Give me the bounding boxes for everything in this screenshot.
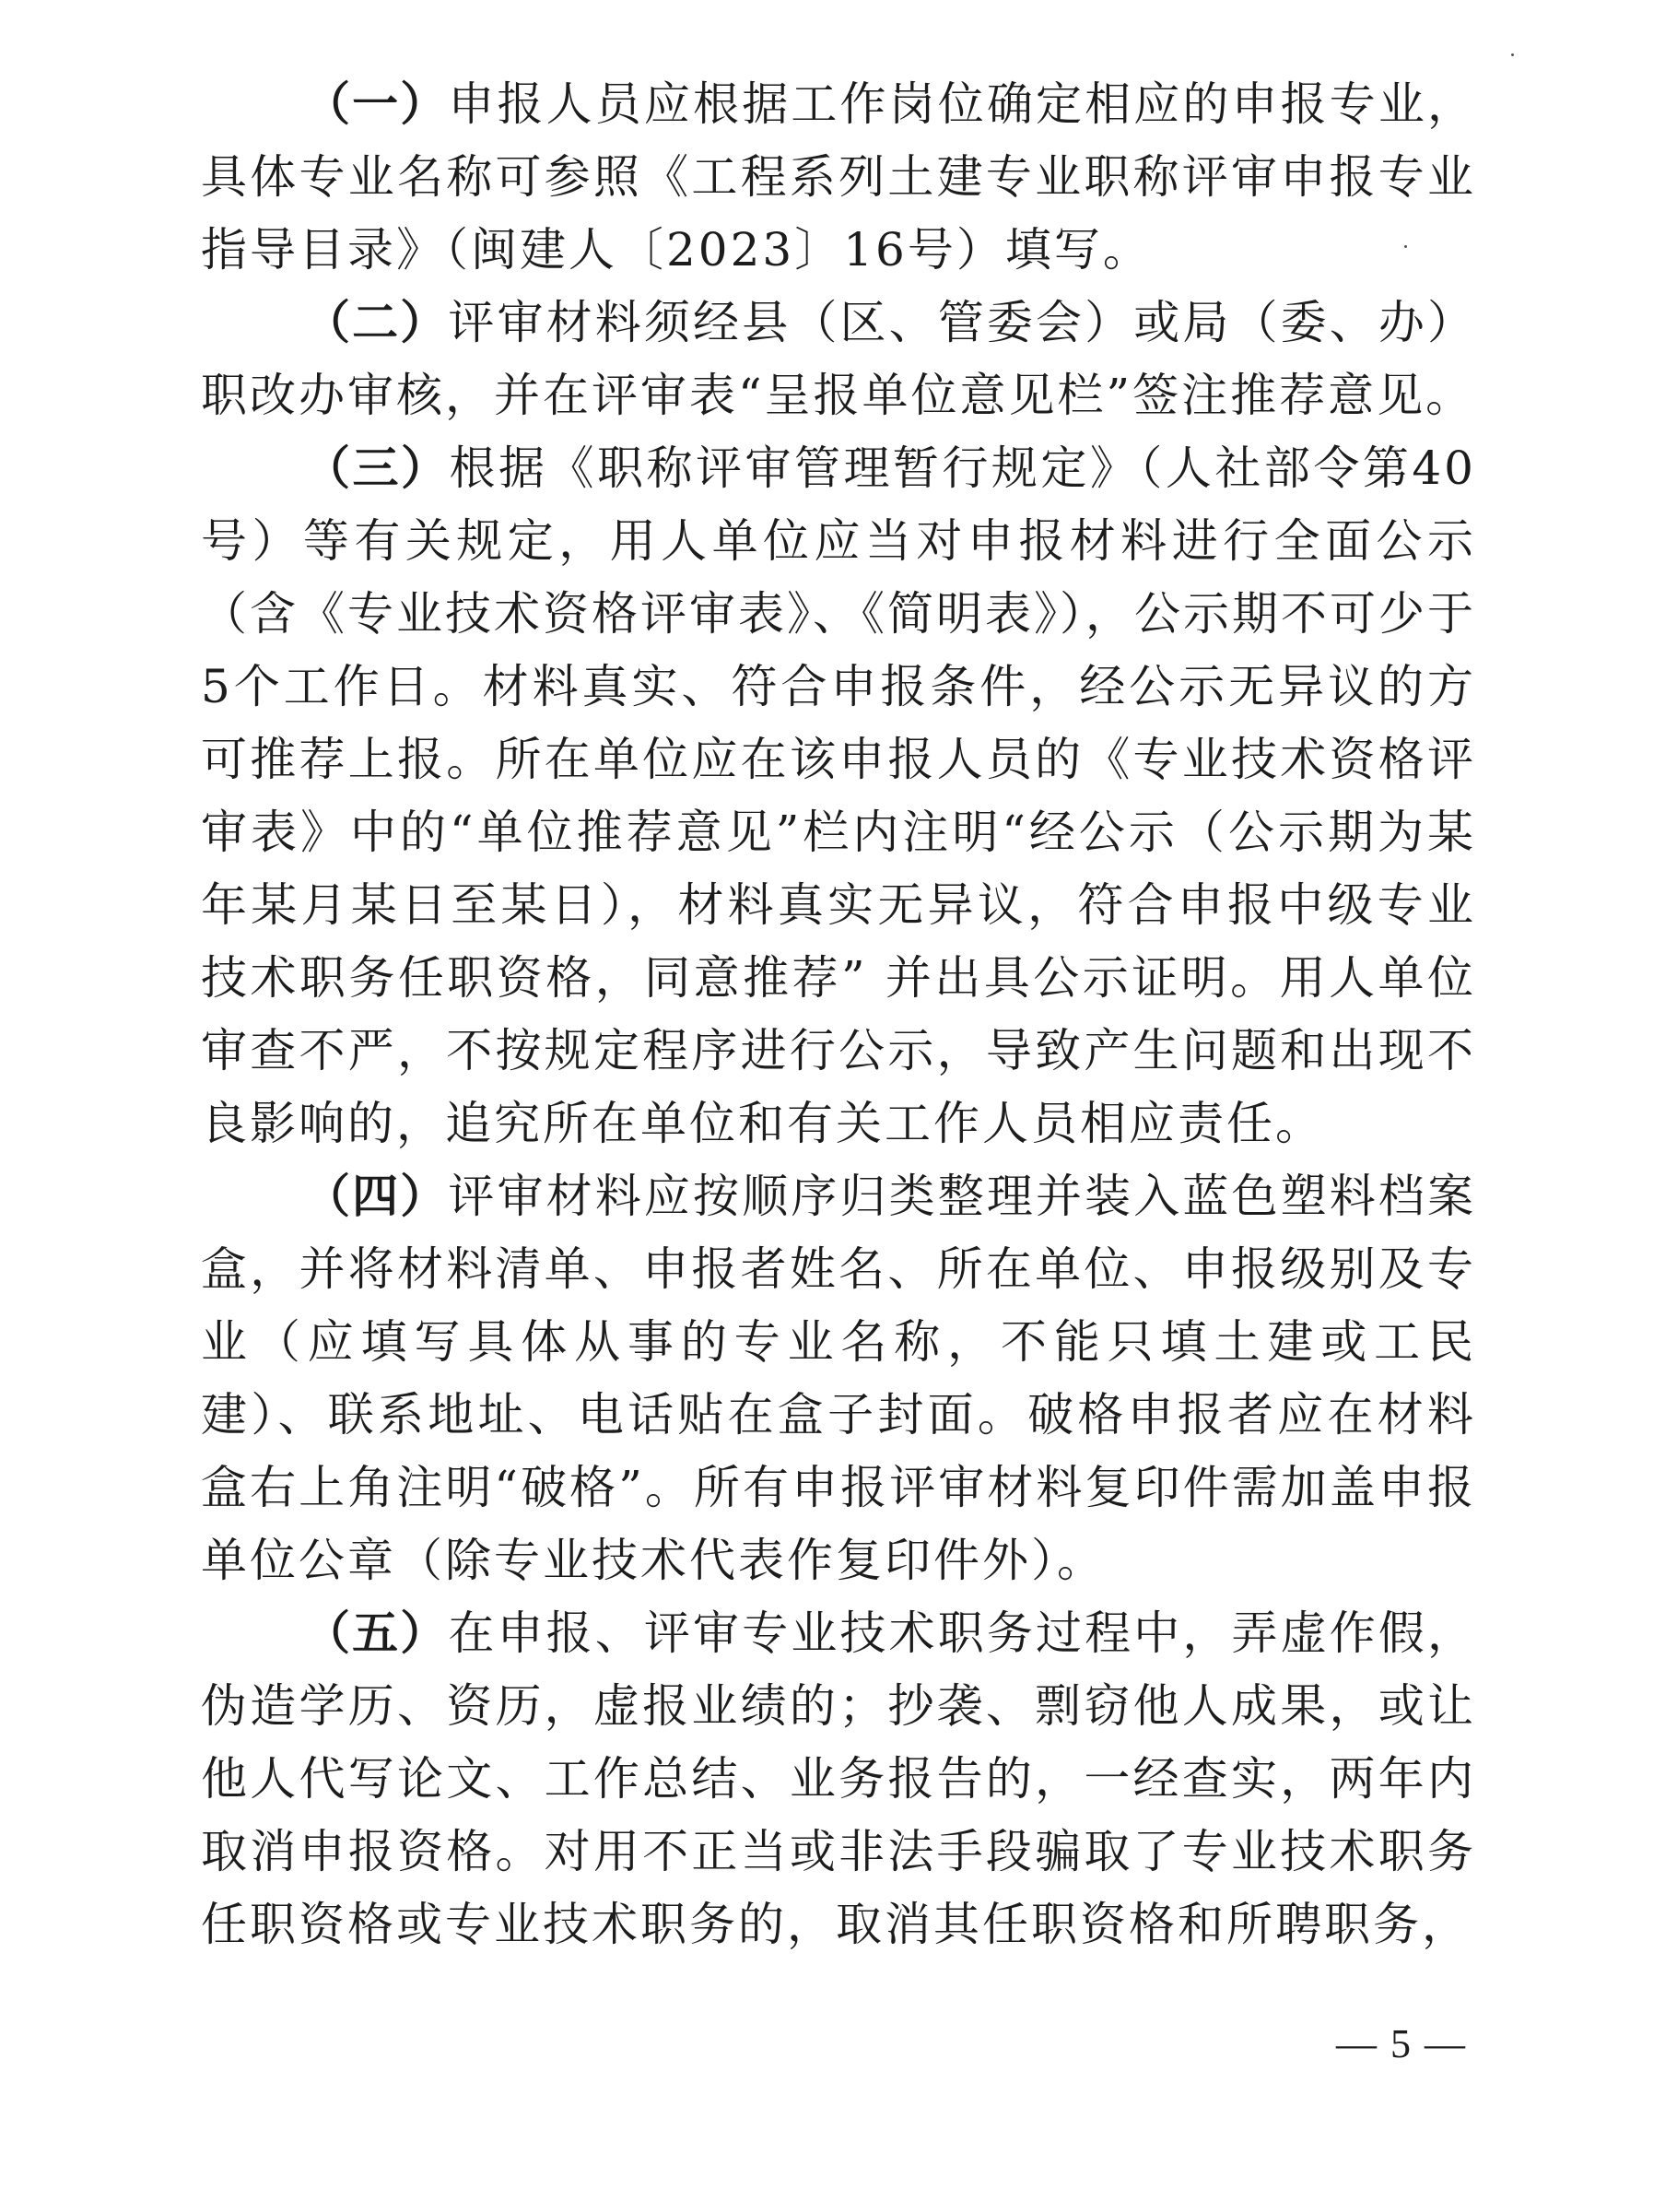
body-text bbox=[201, 68, 1476, 1961]
paragraph-2 bbox=[201, 287, 1476, 432]
page-number: — 5 — bbox=[1336, 2021, 1467, 2066]
paragraph-1-heading: （一） bbox=[304, 77, 449, 131]
paragraph-4 bbox=[201, 1160, 1476, 1597]
paragraph-5-heading: （五） bbox=[304, 1606, 449, 1660]
scan-speck bbox=[1511, 53, 1514, 56]
paragraph-5 bbox=[201, 1597, 1476, 1961]
paragraph-4-heading: （四） bbox=[304, 1170, 449, 1223]
scan-speck bbox=[1404, 245, 1407, 248]
paragraph-3-text: 根据《职称评审管理暂行规定》（人社部令第40号）等有关规定，用人单位应当对申报材料进行全面公示（含《专业技术资格评审表》、《简明表》），公示期不可少于5个工作日。材料真实、符合申报条件，经公示无异议的方可推荐上报。所在单位应在该申报人员的《专业技术资格评审表》中的“单位推荐意见”栏内注明“经公示（公示期为某年某月某日至某日），材料真实无异议，符合申报中级专业技术职务任职资格，同意推荐” 并出具公示证明。用人单位审查不严，不按规定程序进行公示，导致产生问题和出现不良影响的，追究所在单位和有关工作人员相应责任。 bbox=[201, 441, 1476, 1150]
paragraph-4-text: 评审材料应按顺序归类整理并装入蓝色塑料档案盒，并将材料清单、申报者姓名、所在单位、申报级别及专业（应填写具体从事的专业名称，不能只填土建或工民建）、联系地址、电话贴在盒子封面。破格申报者应在材料盒右上角注明“破格”。所有申报评审材料复印件需加盖申报单位公章（除专业技术代表作复印件外）。 bbox=[201, 1170, 1477, 1587]
paragraph-1-text: 申报人员应根据工作岗位确定相应的申报专业，具体专业名称可参照《工程系列土建专业职称评审申报专业指导目录》（闽建人〔2023〕16号）填写。 bbox=[201, 77, 1477, 276]
paragraph-2-text: 评审材料须经县（区、管委会）或局（委、办）职改办审核，并在评审表“呈报单位意见栏”签注推荐意见。 bbox=[201, 296, 1477, 422]
paragraph-2-heading: （二） bbox=[304, 296, 449, 349]
paragraph-1 bbox=[201, 68, 1476, 287]
paragraph-3 bbox=[201, 432, 1476, 1160]
paragraph-3-heading: （三） bbox=[304, 441, 450, 495]
paragraph-5-text: 在申报、评审专业技术职务过程中，弄虚作假，伪造学历、资历，虚报业绩的；抄袭、剽窃他人成果，或让他人代写论文、工作总结、业务报告的，一经查实，两年内取消申报资格。对用不正当或非法手段骗取了专业技术职务任职资格或专业技术职务的，取消其任职资格和所聘职务， bbox=[201, 1606, 1477, 1951]
